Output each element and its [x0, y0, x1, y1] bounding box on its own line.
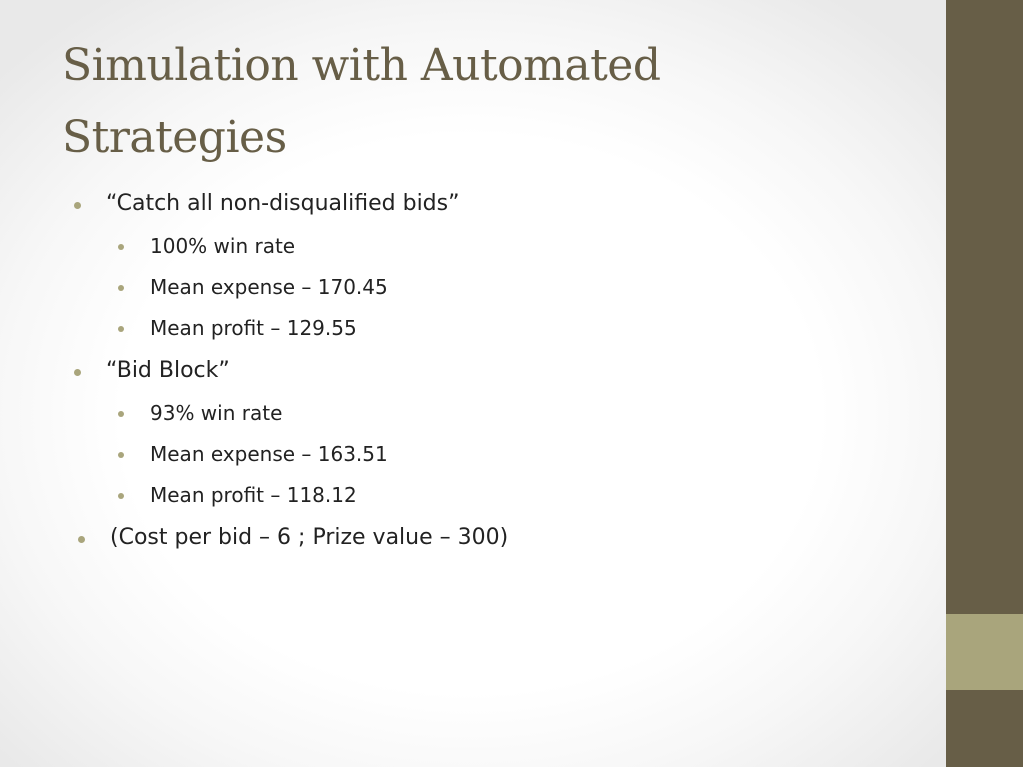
title-line-2: Strategies — [62, 112, 287, 163]
side-bar-accent — [946, 614, 1023, 690]
sub-bullet-text: Mean expense – 170.45 — [150, 275, 388, 299]
bullet-dot-icon — [74, 369, 81, 376]
bullet-dot-icon — [74, 202, 81, 209]
bullet-catch-all — [106, 193, 460, 215]
sub-bullet-dot-icon — [118, 285, 124, 291]
sub-bullet-dot-icon — [118, 493, 124, 499]
sub-bullet-text: Mean profit – 118.12 — [150, 483, 357, 507]
bullet-dot-icon — [78, 536, 85, 543]
sub-bullet-text: 93% win rate — [150, 401, 283, 425]
sub-bullet-text: 100% win rate — [150, 234, 296, 258]
sub-bullet-text: Mean profit – 129.55 — [150, 316, 357, 340]
sub-bullet-dot-icon — [118, 244, 124, 250]
sub-bullet-win-rate — [150, 403, 282, 423]
sub-bullet-mean-expense — [150, 277, 388, 297]
sub-bullet-dot-icon — [118, 452, 124, 458]
sub-bullet-mean-expense — [150, 444, 388, 464]
sub-bullet-dot-icon — [118, 411, 124, 417]
sub-bullet-text: Mean expense – 163.51 — [150, 442, 388, 466]
bullet-bid-block — [106, 360, 230, 382]
bullet-text: “Bid Block” — [106, 358, 230, 383]
sub-bullet-mean-profit — [150, 485, 357, 505]
bullet-text: “Catch all non-disqualified bids” — [106, 191, 460, 216]
sub-bullet-win-rate — [150, 236, 295, 256]
title-line-1: Simulation with Automated — [62, 40, 661, 91]
bullet-text: (Cost per bid – 6 ; Prize value – 300) — [110, 525, 509, 550]
slide-title — [62, 30, 922, 174]
bullet-cost-note — [110, 527, 508, 549]
sub-bullet-dot-icon — [118, 326, 124, 332]
sub-bullet-mean-profit — [150, 318, 357, 338]
